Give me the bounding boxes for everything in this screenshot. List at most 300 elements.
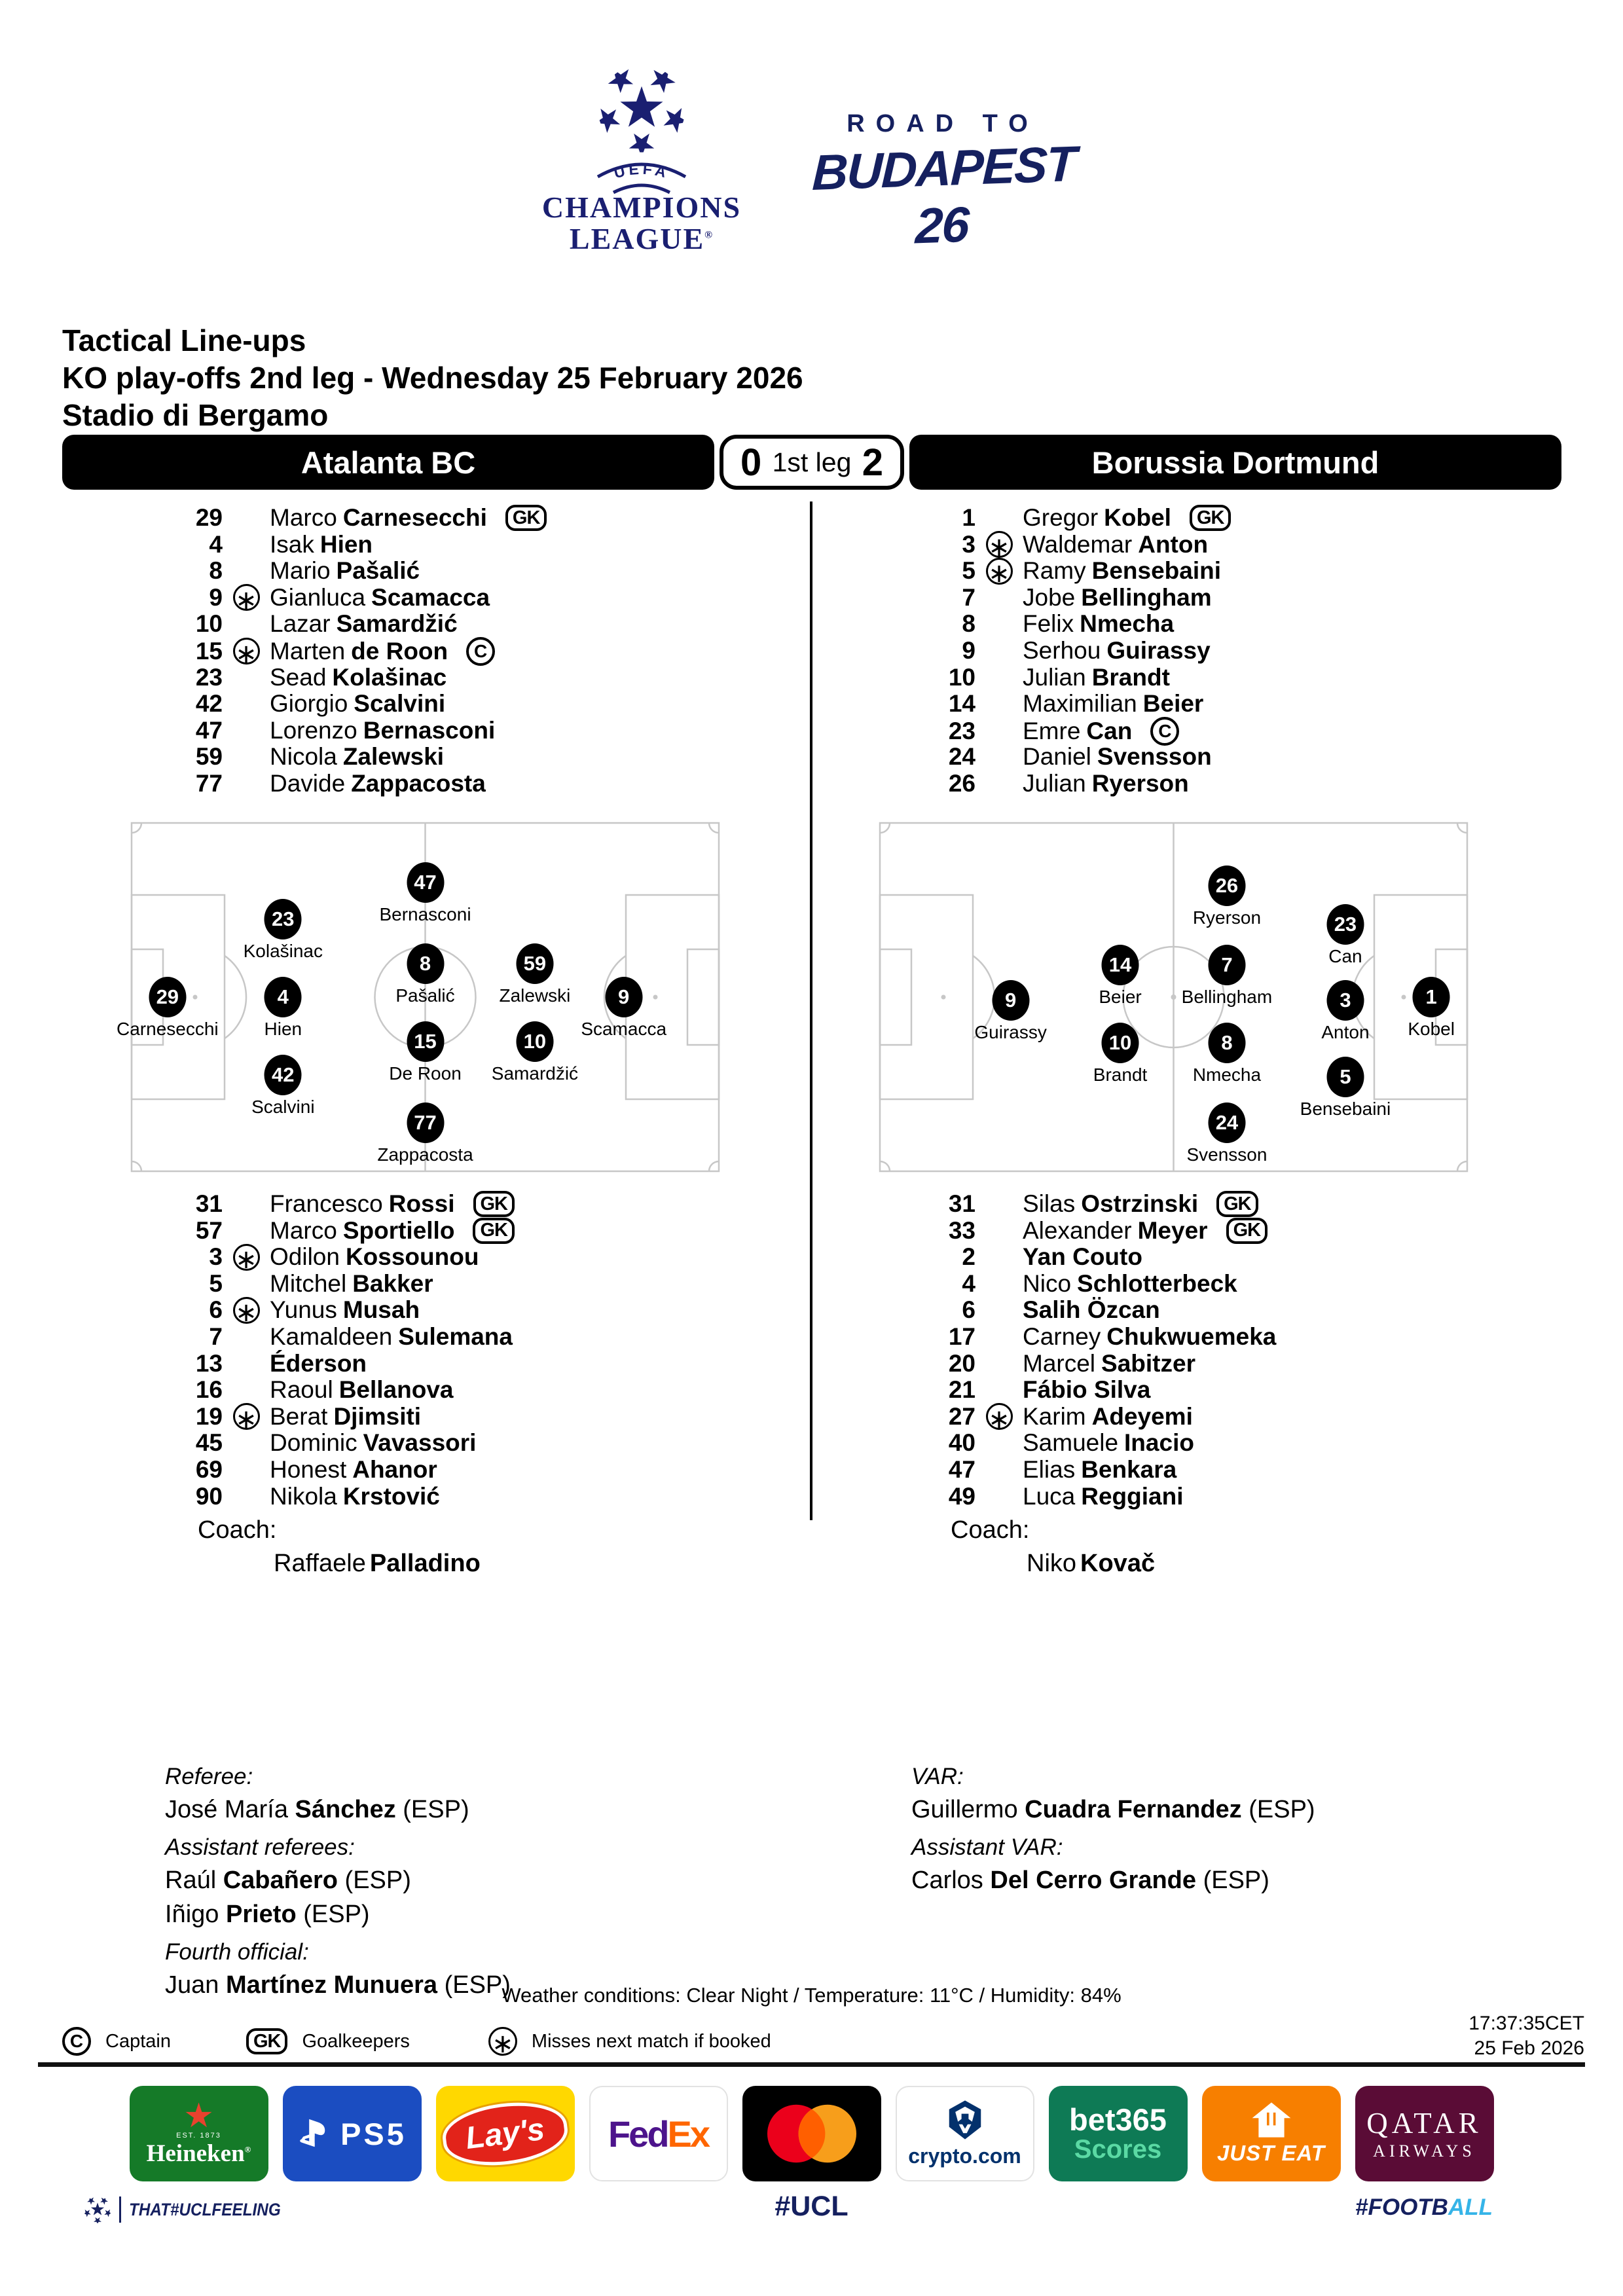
player-number: 3 [962, 530, 976, 558]
ps5-wordmark: PS5 [340, 2116, 407, 2151]
lays-banner [439, 2096, 571, 2172]
pitch-player-marker [395, 943, 455, 1006]
pitch-player-number: 47 [407, 862, 444, 903]
goalkeeper-icon: GK [473, 1218, 515, 1244]
player-number: 47 [195, 716, 223, 744]
player-name: Davide Zappacosta [270, 769, 486, 797]
pitch-player-number: 4 [264, 977, 302, 1017]
player-name: Karim Adeyemi [1023, 1402, 1193, 1430]
player-name: Elias Benkara [1023, 1455, 1177, 1483]
sponsor-cryptocom [896, 2086, 1034, 2181]
pitch-player-number: 1 [1413, 977, 1450, 1017]
first-leg-score-box [720, 435, 904, 490]
goalkeeper-icon: GK [246, 2028, 288, 2054]
player-row [851, 1323, 1558, 1350]
official-name: José María Sánchez (ESP) [165, 1796, 469, 1823]
player-name: Ramy Bensebaini [1023, 557, 1222, 585]
official-role-label: Assistant VAR: [911, 1834, 1063, 1860]
player-row [98, 1402, 805, 1434]
bet365-scores-label: Scores [1074, 2135, 1162, 2164]
playstation-icon [297, 2117, 331, 2151]
pitch-player-label: Bernasconi [379, 903, 471, 924]
pitch-player-marker [1321, 980, 1370, 1043]
player-name: Honest Ahanor [270, 1455, 437, 1483]
official-role-label: Fourth official: [165, 1939, 309, 1965]
player-name: Samuele Inacio [1023, 1429, 1194, 1457]
footer [0, 2191, 1623, 2230]
official-name: Juan Martínez Munuera (ESP) [165, 1971, 511, 1999]
booked-icon: ∗ [986, 1403, 1013, 1430]
budapest26-wordmark: BUDAPEST 26 [811, 136, 1076, 255]
official-name: Guillermo Cuadra Fernandez (ESP) [911, 1796, 1315, 1823]
pitch-player-marker [1192, 1023, 1262, 1085]
pitch-player-label: Zalewski [499, 985, 571, 1006]
player-row [98, 504, 805, 531]
road-to-label: ROAD TO [847, 110, 1039, 137]
player-row [98, 1456, 805, 1483]
player-row [98, 664, 805, 691]
player-name: Gregor Kobel GK [1023, 504, 1558, 532]
centre-divider [810, 501, 812, 1520]
player-number: 10 [195, 610, 223, 638]
player-row [98, 531, 805, 558]
ucl-starball-logo [597, 64, 686, 153]
player-number: 45 [195, 1429, 223, 1457]
player-name: Serhou Guirassy [1023, 636, 1211, 664]
pitch-player-label: Zappacosta [377, 1144, 473, 1165]
pitch-player-label: De Roon [389, 1063, 462, 1084]
pitch-player-label: Kobel [1408, 1019, 1455, 1039]
fedex-ex: Ex [667, 2113, 709, 2155]
weather-conditions: Weather conditions: Clear Night / Temperature: 11°C / Humidity: 84% [501, 1984, 1122, 2007]
goalkeeper-icon: GK [1226, 1218, 1268, 1244]
player-row [851, 1350, 1558, 1377]
pitch-player-marker [581, 977, 667, 1039]
player-name: Luca Reggiani [1023, 1482, 1184, 1510]
pitch-player-number: 10 [516, 1021, 553, 1062]
player-number: 5 [209, 1269, 223, 1297]
coach-label: Coach: [951, 1516, 1030, 1544]
official-name: Carlos Del Cerro Grande (ESP) [911, 1867, 1269, 1894]
player-row [98, 1483, 805, 1510]
player-number: 7 [962, 583, 976, 611]
player-number: 40 [948, 1429, 976, 1457]
mastercard-circles-icon [756, 2094, 867, 2173]
champions-word: CHAMPIONS [541, 191, 742, 224]
player-number: 6 [962, 1296, 976, 1324]
pitch-player-number: 59 [516, 943, 553, 984]
ucl-hashtag: #UCL [775, 2191, 848, 2222]
player-name: Alexander Meyer GK [1023, 1217, 1558, 1245]
player-row [98, 637, 805, 668]
pitch-player-number: 24 [1208, 1102, 1245, 1143]
booked-icon: ∗ [233, 638, 260, 665]
pitch-player-number: 9 [605, 977, 642, 1017]
pitch-player-label: Guirassy [974, 1022, 1047, 1043]
player-row [851, 1270, 1558, 1297]
captain-icon: C [466, 637, 495, 666]
pitch-player-number: 10 [1102, 1023, 1139, 1063]
player-row [98, 1429, 805, 1456]
player-name: Yunus Musah [270, 1296, 420, 1324]
player-name: Odilon Kossounou [270, 1243, 479, 1271]
coach-name: Niko Kovač [1027, 1550, 1156, 1577]
pitch-player-marker [1099, 945, 1142, 1008]
player-name: Salih Özcan [1023, 1296, 1160, 1324]
official-role-label: Assistant referees: [165, 1834, 355, 1860]
sponsor-bet365 [1049, 2086, 1188, 2181]
booked-icon: ∗ [233, 1403, 260, 1430]
goalkeeper-icon: GK [473, 1191, 515, 1217]
player-name: Kamaldeen Sulemana [270, 1322, 513, 1350]
home-coach-block [98, 1516, 481, 1578]
player-number: 20 [948, 1349, 976, 1377]
pitch-player-label: Nmecha [1192, 1065, 1262, 1085]
pitch-player-label: Ryerson [1192, 907, 1262, 928]
sponsor-justeat [1202, 2086, 1341, 2181]
pitch-player-label: Can [1328, 946, 1362, 967]
player-row [851, 1190, 1558, 1217]
pitch-player-number: 14 [1102, 945, 1139, 985]
svg-text:UEFA [612, 160, 671, 182]
pitch-player-marker [1093, 1023, 1148, 1085]
player-row [851, 504, 1558, 531]
player-number: 1 [962, 504, 976, 531]
away-team-bar: Borussia Dortmund [909, 435, 1561, 490]
sponsor-strip [0, 2086, 1623, 2181]
pitch-player-number: 26 [1208, 866, 1245, 906]
coach-name: Raffaele Palladino [274, 1550, 481, 1577]
pitch-player-label: Samardžić [491, 1063, 579, 1084]
pitch-player-marker [1181, 945, 1273, 1008]
player-number: 2 [962, 1243, 976, 1271]
sponsor-fedex [589, 2086, 728, 2181]
pitch-player-marker [1186, 1102, 1267, 1165]
player-row [851, 1429, 1558, 1456]
player-number: 13 [195, 1349, 223, 1377]
player-row [98, 1270, 805, 1297]
home-team-bar: Atalanta BC [62, 435, 714, 490]
player-number: 47 [948, 1455, 976, 1483]
booked-icon: ∗ [233, 1297, 260, 1324]
booked-icon: ∗ [986, 531, 1013, 558]
home-pitch-diagram [117, 820, 721, 1174]
justeat-house-icon [1251, 2102, 1292, 2138]
player-number: 26 [948, 769, 976, 797]
pitch-player-marker [389, 1021, 462, 1084]
away-first-leg-score: 2 [862, 441, 883, 484]
goalkeeper-icon: GK [505, 505, 547, 531]
pitch-player-label: Bellingham [1181, 987, 1273, 1008]
uefa-word: UEFA [611, 160, 672, 182]
referees-block [165, 1764, 511, 1999]
player-name: Nicola Zalewski [270, 743, 445, 771]
player-number: 8 [962, 610, 976, 638]
player-name: Felix Nmecha [1023, 610, 1175, 638]
player-number: 10 [948, 663, 976, 691]
cryptocom-shield-icon [947, 2100, 983, 2140]
bet365-wordmark: bet365 [1069, 2102, 1167, 2137]
player-name: Mario Pašalić [270, 557, 420, 585]
away-subs-list [851, 1190, 1558, 1509]
home-first-leg-score: 0 [740, 441, 762, 484]
booked-icon: ∗ [233, 584, 260, 611]
player-row [851, 1456, 1558, 1483]
player-number: 24 [948, 743, 976, 771]
player-number: 69 [195, 1455, 223, 1483]
pitch-player-number: 29 [149, 977, 186, 1017]
player-name: Berat Djimsiti [270, 1402, 422, 1430]
player-number: 9 [962, 636, 976, 664]
pitch-player-marker [251, 1055, 315, 1117]
sponsor-mastercard [742, 2086, 881, 2181]
player-name: Marcel Sabitzer [1023, 1349, 1195, 1377]
generated-time: 17:37:35CET [1468, 2013, 1584, 2034]
player-number: 33 [948, 1216, 976, 1244]
player-name: Marco Carnesecchi GK [270, 504, 805, 532]
player-number: 7 [209, 1322, 223, 1350]
player-row [851, 1376, 1558, 1403]
goalkeeper-icon: GK [1216, 1191, 1258, 1217]
goalkeepers-legend-label: Goalkeepers [302, 2030, 410, 2052]
pitch-player-label: Scamacca [581, 1019, 667, 1039]
goalkeeper-icon: GK [1190, 505, 1231, 531]
leg-label: 1st leg [772, 446, 852, 477]
away-pitch-diagram [877, 820, 1470, 1174]
player-row [851, 664, 1558, 691]
ucl-feeling-hashtag: THAT#UCLFEELING [129, 2199, 281, 2219]
team-bar-row [62, 435, 1561, 490]
player-row [98, 690, 805, 717]
captain-icon: C [1150, 717, 1179, 746]
player-name: Julian Ryerson [1023, 769, 1189, 797]
player-name: Mitchel Bakker [270, 1269, 433, 1297]
player-number: 23 [195, 663, 223, 691]
player-number: 57 [195, 1216, 223, 1244]
var-block [911, 1764, 1315, 1895]
pitch-player-marker [243, 899, 323, 962]
pitch-outline [877, 820, 1470, 1174]
player-number: 31 [195, 1190, 223, 1217]
player-number: 29 [195, 504, 223, 531]
match-round: KO play-offs 2nd leg - Wednesday 25 February 2026 [62, 361, 803, 395]
pitch-player-label: Bensebaini [1300, 1098, 1391, 1119]
player-name: Nikola Krstović [270, 1482, 440, 1510]
pitch-player-label: Scalvini [251, 1096, 315, 1117]
player-row [98, 1323, 805, 1350]
player-row [98, 1190, 805, 1217]
official-name: Iñigo Prieto (ESP) [165, 1901, 370, 1928]
player-number: 27 [948, 1402, 976, 1430]
player-row [851, 717, 1558, 744]
pitch-player-number: 5 [1326, 1057, 1364, 1097]
player-row [98, 1296, 805, 1328]
player-number: 16 [195, 1376, 223, 1404]
player-row [98, 610, 805, 637]
fedex-fed: Fed [608, 2113, 668, 2155]
captain-icon: C [62, 2027, 91, 2056]
player-number: 23 [948, 717, 976, 744]
player-number: 15 [195, 637, 223, 665]
player-name: Fábio Silva [1023, 1376, 1151, 1404]
player-row [851, 770, 1558, 797]
player-number: 77 [195, 769, 223, 797]
cryptocom-wordmark: crypto.com [908, 2143, 1021, 2168]
player-row [851, 690, 1558, 717]
player-row [98, 717, 805, 744]
player-name: Raoul Bellanova [270, 1376, 454, 1404]
player-number: 17 [948, 1322, 976, 1350]
pitch-player-label: Anton [1321, 1022, 1370, 1043]
player-row [851, 743, 1558, 770]
player-name: Yan Couto [1023, 1243, 1142, 1271]
bottom-rule [38, 2062, 1585, 2067]
player-name: Carney Chukwuemeka [1023, 1322, 1277, 1350]
player-name: Emre Can C [1023, 717, 1558, 746]
player-name: Lazar Samardžić [270, 610, 458, 638]
player-number: 3 [209, 1243, 223, 1271]
player-row [851, 557, 1558, 589]
player-number: 31 [948, 1190, 976, 1217]
player-name: Marten de Roon C [270, 637, 805, 666]
player-row [98, 1243, 805, 1275]
pitch-player-marker [1326, 904, 1364, 967]
pitch-player-marker [379, 862, 471, 924]
football-hashtag: #FOOTBALL [1355, 2195, 1493, 2220]
heineken-est-label: EST. 1873 [176, 2131, 221, 2140]
pitch-player-number: 8 [407, 943, 444, 984]
pitch-player-number: 9 [992, 980, 1029, 1021]
player-name: Jobe Bellingham [1023, 583, 1212, 611]
pitch-player-marker [499, 943, 571, 1006]
player-number: 4 [962, 1269, 976, 1297]
player-row [851, 1243, 1558, 1270]
player-row [98, 1350, 805, 1377]
pitch-player-label: Svensson [1186, 1144, 1267, 1165]
lays-wordmark: Lay's [464, 2111, 547, 2156]
pitch-player-number: 7 [1208, 945, 1245, 985]
player-name: Silas Ostrzinski GK [1023, 1190, 1558, 1218]
booked-icon: ∗ [488, 2027, 517, 2056]
player-name: Waldemar Anton [1023, 530, 1209, 558]
pitch-player-marker [1300, 1057, 1391, 1119]
player-name: Julian Brandt [1023, 663, 1170, 691]
booked-icon: ∗ [233, 1244, 260, 1271]
justeat-wordmark: JUST EAT [1216, 2141, 1326, 2165]
pitch-player-number: 77 [407, 1102, 444, 1143]
official-role-label: VAR: [911, 1764, 964, 1789]
pitch-player-marker [491, 1021, 579, 1084]
player-number: 8 [209, 557, 223, 585]
pitch-player-marker [1192, 866, 1262, 928]
player-name: Isak Hien [270, 530, 373, 558]
booked-icon: ∗ [986, 558, 1013, 585]
legend-row [62, 2023, 771, 2060]
pitch-player-number: 3 [1326, 980, 1364, 1021]
player-name: Dominic Vavassori [270, 1429, 477, 1457]
booked-legend-label: Misses next match if booked [531, 2030, 771, 2052]
player-number: 4 [209, 530, 223, 558]
player-row [851, 1217, 1558, 1244]
player-row [851, 1402, 1558, 1434]
pitch-player-label: Kolašinac [243, 941, 323, 962]
player-number: 42 [195, 690, 223, 718]
player-name: Maximilian Beier [1023, 690, 1204, 718]
heineken-star-icon: ★ [183, 2096, 214, 2135]
player-number: 21 [948, 1376, 976, 1404]
player-row [98, 1217, 805, 1244]
official-name: Raúl Cabañero (ESP) [165, 1867, 411, 1894]
away-coach-block [851, 1516, 1155, 1578]
player-name: Éderson [270, 1349, 367, 1377]
player-number: 90 [195, 1482, 223, 1510]
player-name: Sead Kolašinac [270, 663, 447, 691]
away-starters-list [851, 504, 1558, 797]
sponsor-heineken [130, 2086, 268, 2181]
pitch-player-number: 15 [407, 1021, 444, 1062]
page-title: Tactical Line-ups [62, 323, 306, 357]
generated-date: 25 Feb 2026 [1474, 2037, 1584, 2059]
player-name: Giorgio Scalvini [270, 690, 446, 718]
player-name: Nico Schlotterbeck [1023, 1269, 1237, 1297]
home-subs-list [98, 1190, 805, 1509]
qatar-airways-label: AIRWAYS [1373, 2141, 1476, 2160]
player-number: 14 [948, 690, 976, 718]
pitch-player-marker [117, 977, 219, 1039]
pitch-player-number: 42 [264, 1055, 302, 1095]
player-row [98, 743, 805, 770]
player-number: 49 [948, 1482, 976, 1510]
pitch-player-label: Pašalić [395, 985, 455, 1006]
pitch-player-number: 23 [264, 899, 302, 939]
player-name: Gianluca Scamacca [270, 583, 490, 611]
player-number: 9 [209, 583, 223, 611]
home-starters-list [98, 504, 805, 797]
player-row [851, 1296, 1558, 1323]
player-name: Daniel Svensson [1023, 743, 1212, 771]
pitch-player-marker [377, 1102, 473, 1165]
player-number: 59 [195, 743, 223, 771]
player-row [851, 584, 1558, 611]
title-block [62, 322, 803, 434]
player-number: 6 [209, 1296, 223, 1324]
qatar-wordmark: QATAR [1366, 2107, 1482, 2140]
player-row [98, 583, 805, 615]
player-row [851, 530, 1558, 562]
pitch-player-marker [974, 980, 1047, 1043]
player-number: 5 [962, 557, 976, 585]
player-row [98, 1376, 805, 1403]
player-row [851, 610, 1558, 637]
timestamp [1468, 2011, 1584, 2061]
pitch-player-label: Carnesecchi [117, 1019, 219, 1039]
pitch-player-number: 23 [1326, 904, 1364, 945]
player-row [98, 770, 805, 797]
player-name: Marco Sportiello GK [270, 1217, 805, 1245]
sponsor-lays [436, 2086, 575, 2181]
sponsor-qatar-airways [1355, 2086, 1494, 2181]
stadium: Stadio di Bergamo [62, 398, 329, 432]
pitch-player-label: Beier [1099, 987, 1142, 1008]
captain-legend-label: Captain [105, 2030, 171, 2052]
sponsor-ps5 [283, 2086, 422, 2181]
heineken-wordmark: Heineken® [146, 2140, 251, 2167]
pitch-player-label: Brandt [1093, 1065, 1148, 1085]
coach-label: Coach: [198, 1516, 277, 1544]
pitch-player-number: 8 [1208, 1023, 1245, 1063]
pitch-player-label: Hien [264, 1019, 302, 1039]
league-word: LEAGUE® [569, 222, 714, 255]
